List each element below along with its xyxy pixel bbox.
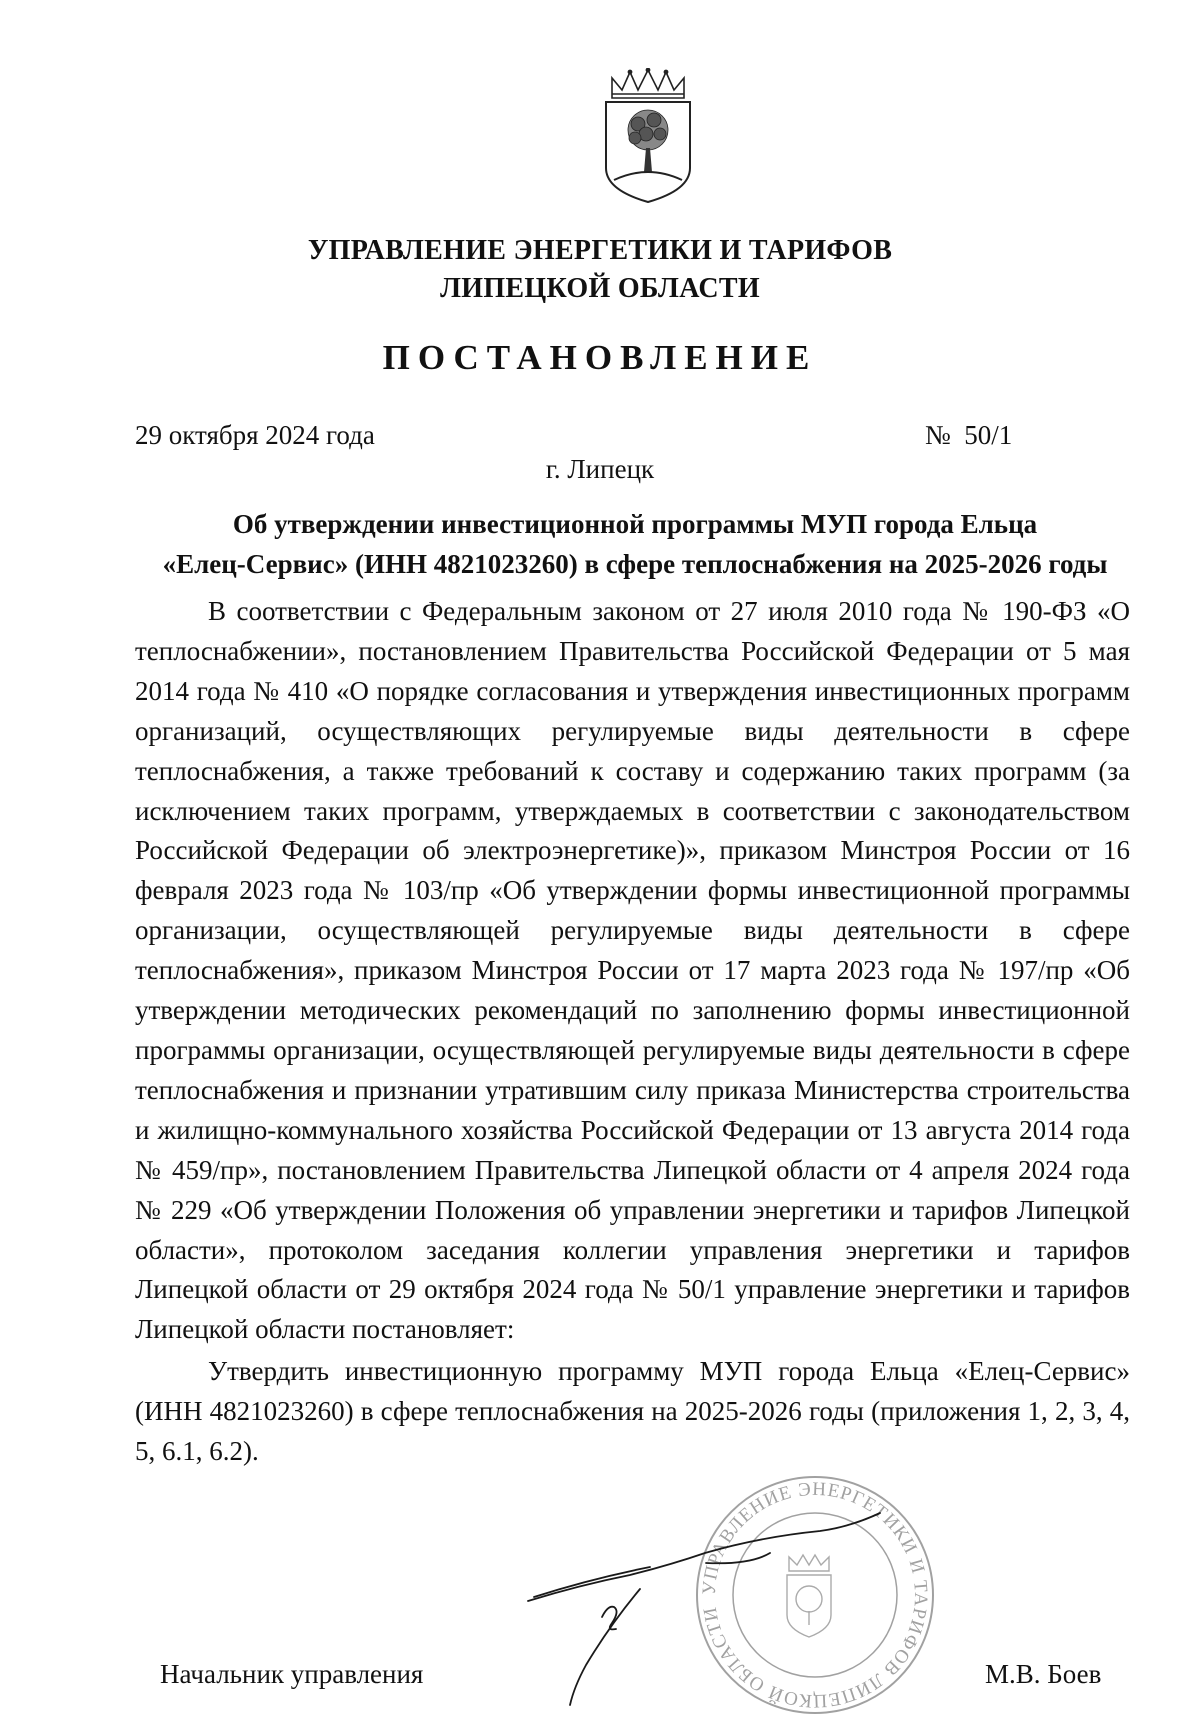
stamp-text: УПРАВЛЕНИЕ ЭНЕРГЕТИКИ И ТАРИФОВ ЛИПЕЦКОЙ ОБЛАСТИ xyxy=(698,1478,932,1712)
coat-of-arms-emblem xyxy=(602,68,694,206)
document-date: 29 октября 2024 года xyxy=(135,420,375,450)
document-type-title: ПОСТАНОВЛЕНИЕ xyxy=(382,338,818,377)
subject-line-2: «Елец-Сервис» (ИНН 4821023260) в сфере теплоснабжения на 2025-2026 годы xyxy=(162,549,1108,579)
signatory-name: М.В. Боев xyxy=(985,1659,1102,1689)
body-paragraph-preamble: В соответствии с Федеральным законом от 27 июля 2010 года № 190-ФЗ «О теплоснабжении», постановлением Правительства Российской Федерации от 5 мая 2014 года № 410 «О порядке согласования и утверждения инвестиционных программ организаций, осуществляющих регулируемые виды деятельности в сфере теплоснабжения, а также требований к составу и содержанию таких программ (за исключением таких программ, утверждаемых в соответствии с законодательством Российской Федерации об электроэнергетике)», приказом Минстроя России от 16 февраля 2023 года № 103/пр «Об утверждении формы инвестиционной программы организации, осуществляющей регулируемые виды деятельности в сфере теплоснабжения», приказом Минстроя России от 17 марта 2023 года № 197/пр «Об утверждении методических рекомендаций по заполнению формы инвестиционной программы организации, осуществляющей регулируемые виды деятельности в сфере теплоснабжения и признании утратившим силу приказа Министерства строительства и жилищно-коммунального хозяйства Российской Федерации от 13 августа 2014 года № 459/пр», постановлением Правительства Липецкой области от 4 апреля 2024 года № 229 «Об утверждении Положения об управлении энергетики и тарифов Липецкой области», протоколом заседания коллегии управления энергетики и тарифов Липецкой области от 29 октября 2024 года № 50/1 управление энергетики и тарифов Липецкой области постановляет: xyxy=(135,596,1130,1345)
document-city: г. Липецк xyxy=(545,454,655,484)
agency-name-line2: ЛИПЕЦКОЙ ОБЛАСТИ xyxy=(440,273,760,304)
signatory-title: Начальник управления xyxy=(160,1659,424,1689)
body-paragraph-resolution: Утвердить инвестиционную программу МУП города Ельца «Елец-Сервис» (ИНН 4821023260) в сфере теплоснабжения на 2025-2026 годы (приложения 1, 2, 3, 4, 5, 6.1, 6.2). xyxy=(135,1356,1130,1466)
document-subject xyxy=(135,504,1135,584)
agency-name-line1: УПРАВЛЕНИЕ ЭНЕРГЕТИКИ И ТАРИФОВ xyxy=(307,235,893,266)
handwritten-signature xyxy=(520,1505,900,1725)
document-number: № 50/1 xyxy=(925,420,1013,450)
subject-line-1: Об утверждении инвестиционной программы МУП города Ельца xyxy=(232,509,1038,539)
